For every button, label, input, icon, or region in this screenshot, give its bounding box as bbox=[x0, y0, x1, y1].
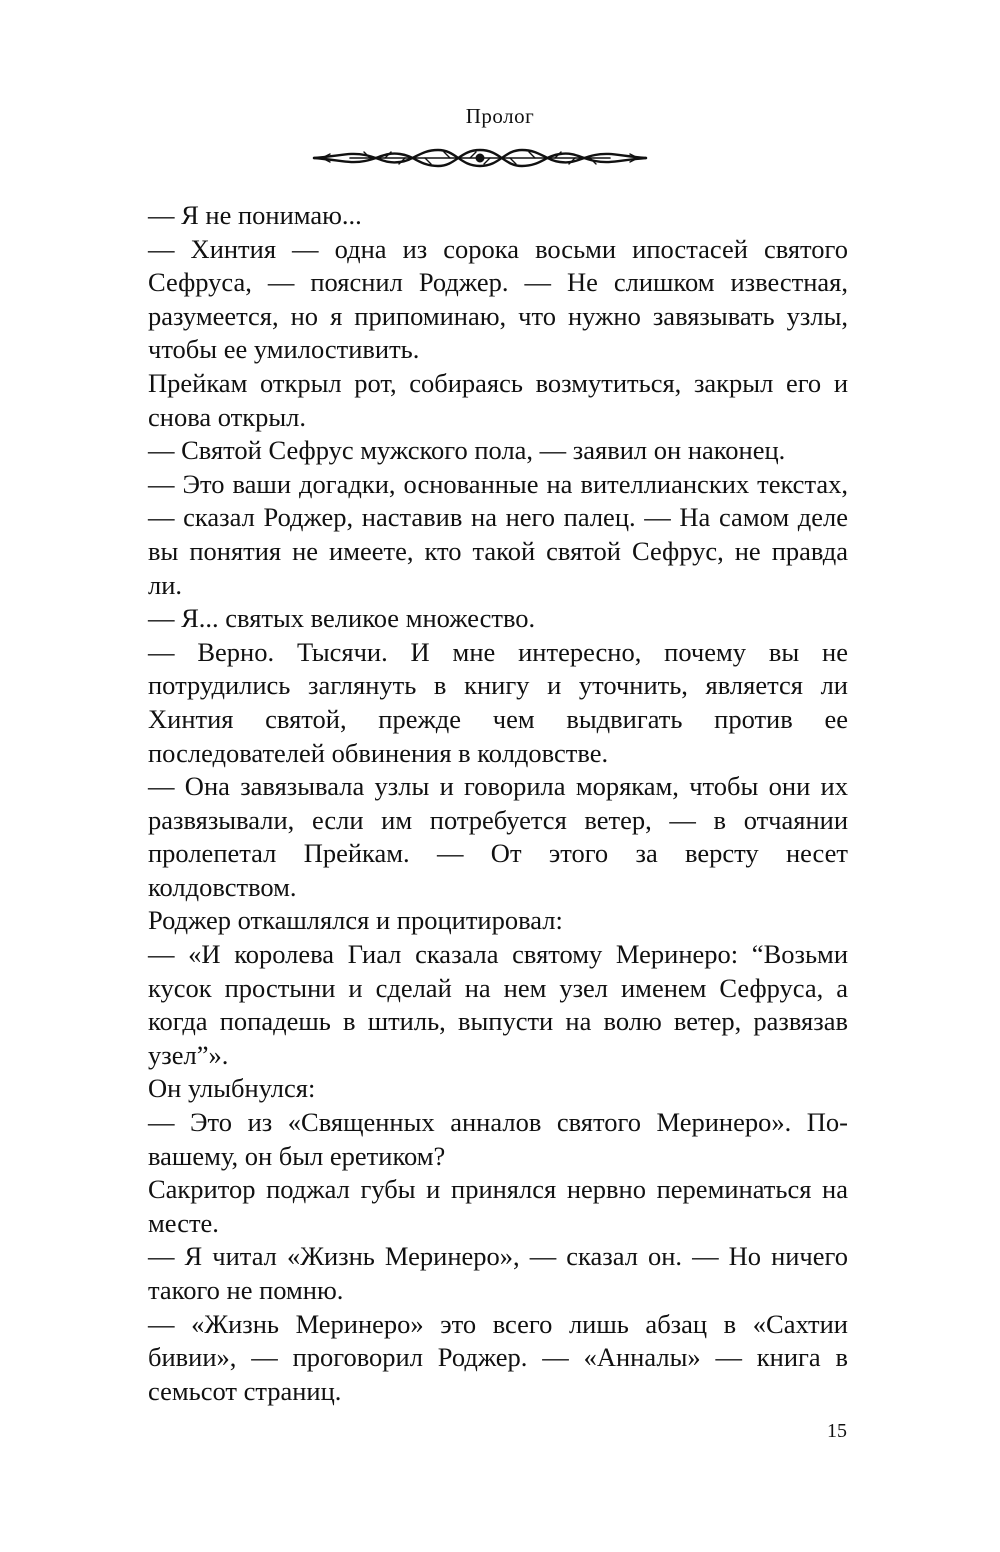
paragraph: — Верно. Тысячи. И мне интересно, почему вы не потрудились заглянуть в книгу и уточнить, является ли Хинтия святой, прежде чем выдвигать против ее последователей обвинения в колдовстве. bbox=[148, 636, 848, 768]
paragraph: Роджер откашлялся и процитировал: bbox=[148, 905, 563, 936]
paragraph: — Святой Сефрус мужского пола, — заявил он наконец. bbox=[148, 435, 786, 466]
thorny-vine-divider-icon bbox=[310, 138, 650, 178]
paragraph: — Я... святых великое множество. bbox=[148, 603, 536, 634]
paragraph: Прейкам открыл рот, собираясь возмутиться, закрыл его и снова открыл. bbox=[148, 367, 848, 432]
paragraph: — Она завязывала узлы и говорила морякам, чтобы они их развязывали, если им потребуется ветер, — в отчаянии пролепетал Прейкам. — От этого за версту несет колдовством. bbox=[148, 771, 848, 902]
paragraph: — «Жизнь Меринеро» это всего лишь абзац в «Сахтии бивии», — проговорил Роджер. — «Анналы» — книга в семьсот страниц. bbox=[148, 1308, 848, 1406]
body-text bbox=[148, 199, 848, 1408]
paragraph: — Хинтия — одна из сорока восьми ипостасей святого Сефруса, — пояснил Роджер. — Не слишком известная, разумеется, но я припоминаю, что нужно завязывать узлы, чтобы ее умилостивить. bbox=[148, 233, 848, 365]
paragraph: Он улыбнулся: bbox=[148, 1073, 316, 1104]
paragraph: — «И королева Гиал сказала святому Меринеро: “Возьми кусок простыни и сделай на нем узел именем Сефруса, а когда попадешь в штиль, выпусти на волю ветер, развязав узел”». bbox=[148, 939, 848, 1070]
paragraph: — Это ваши догадки, основанные на вителлианских текстах, — сказал Роджер, наставив на него палец. — На самом деле вы понятия не имеете, кто такой святой Сефрус, не правда ли. bbox=[148, 468, 848, 600]
paragraph: — Это из «Священных анналов святого Меринеро». По-вашему, он был еретиком? bbox=[148, 1107, 848, 1171]
page-number: 15 bbox=[827, 1420, 847, 1442]
running-title: Пролог bbox=[465, 104, 535, 128]
paragraph: — Я не понимаю... bbox=[148, 200, 362, 230]
paragraph: Сакритор поджал губы и принялся нервно переминаться на месте. bbox=[148, 1174, 848, 1238]
paragraph: — Я читал «Жизнь Меринеро», — сказал он. — Но ничего такого не помню. bbox=[148, 1241, 848, 1305]
